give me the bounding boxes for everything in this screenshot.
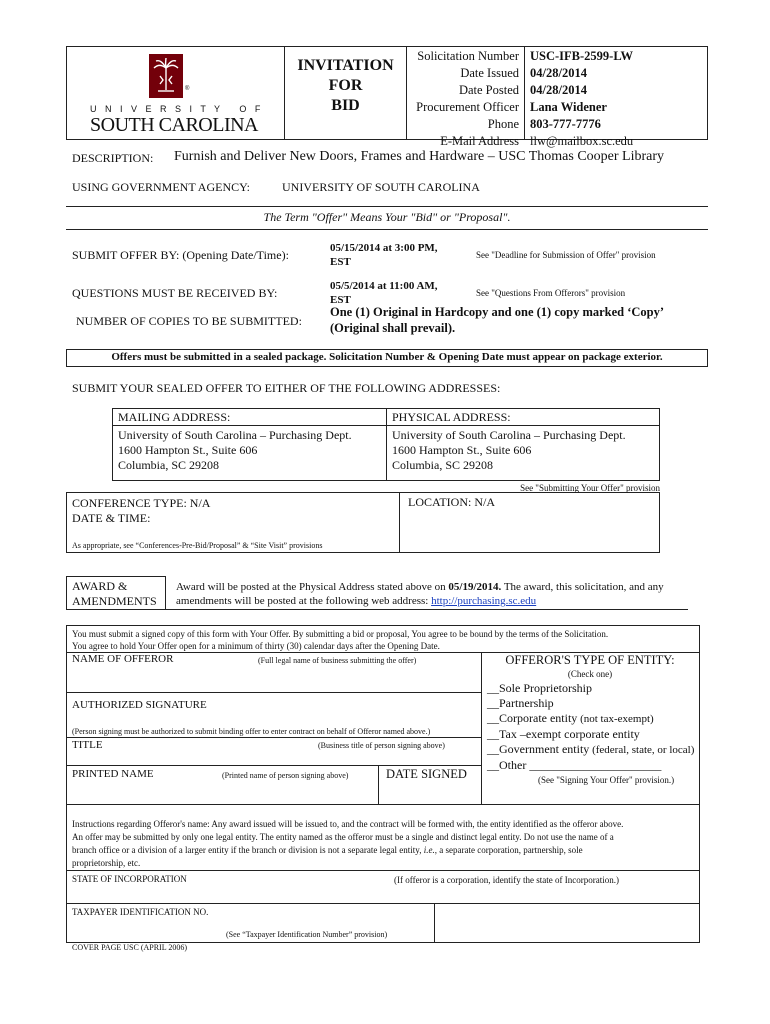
copies-label: NUMBER OF COPIES TO BE SUBMITTED: bbox=[76, 314, 302, 328]
entity-partnership[interactable]: __Partnership bbox=[487, 696, 554, 710]
entity-sole-proprietorship[interactable]: __Sole Proprietorship bbox=[487, 681, 592, 695]
date-signed-label: DATE SIGNED bbox=[386, 767, 467, 781]
printed-name-hint: (Printed name of person signing above) bbox=[222, 771, 349, 780]
label-email: E-Mail Address bbox=[440, 134, 519, 148]
title-hint: (Business title of person signing above) bbox=[318, 741, 445, 750]
submitting-note: See "Submitting Your Offer" provision bbox=[520, 483, 660, 493]
mailing-address-title: MAILING ADDRESS: bbox=[118, 410, 231, 424]
physical-address-title: PHYSICAL ADDRESS: bbox=[392, 410, 511, 424]
label-phone: Phone bbox=[487, 117, 519, 131]
title-field[interactable] bbox=[70, 752, 476, 764]
printed-name-field[interactable] bbox=[70, 782, 374, 802]
submit-offer-note: See "Deadline for Submission of Offer" provision bbox=[476, 250, 656, 260]
offeror-name-hint: (Full legal name of business submitting the offer) bbox=[258, 656, 417, 665]
entity-tax-exempt[interactable]: __Tax –exempt corporate entity bbox=[487, 727, 640, 741]
sealed-notice: Offers must be submitted in a sealed package. Solicitation Number & Opening Date must appear on package exterior. bbox=[111, 351, 663, 363]
signature-hint: (Person signing must be authorized to submit binding offer to enter contract on behalf of Offeror named above.) bbox=[72, 727, 431, 736]
agreement-text: You must submit a signed copy of this form with Your Offer. By submitting a bid or proposal, You agree to be bound by the terms of the Solicitation. You agree to hold Your Offer open for a minimum of thirty (30) calendar days after the Opening Date. bbox=[72, 629, 609, 651]
physical-address: University of South Carolina – Purchasing Dept. 1600 Hampton St., Suite 606 Columbia, SC 29208 bbox=[392, 428, 626, 472]
award-text: Award will be posted at the Physical Address stated above on 05/19/2014. The award, this solicitation, and any amendments will be posted at the following web address: http://purchasing.sc.edu bbox=[176, 581, 664, 607]
footer: COVER PAGE USC (APRIL 2006) bbox=[72, 943, 187, 952]
questions-label: QUESTIONS MUST BE RECEIVED BY: bbox=[72, 286, 278, 300]
description-value: Furnish and Deliver New Doors, Frames and Hardware – USC Thomas Cooper Library bbox=[174, 149, 665, 164]
taxpayer-hint: (See “Taxpayer Identification Number” provision) bbox=[226, 930, 388, 939]
taxpayer-label: TAXPAYER IDENTIFICATION NO. bbox=[72, 907, 209, 917]
signature-field[interactable] bbox=[70, 712, 476, 726]
conference-date: DATE & TIME: bbox=[72, 511, 151, 525]
header-labels bbox=[407, 48, 519, 150]
entity-options bbox=[487, 681, 694, 773]
conference-type: CONFERENCE TYPE: N/A bbox=[72, 496, 211, 510]
header-values bbox=[530, 48, 706, 150]
entity-other[interactable]: __Other ______________________ bbox=[487, 758, 662, 772]
taxpayer-field[interactable] bbox=[70, 918, 430, 928]
copies-value: One (1) Original in Hardcopy and one (1) copy marked ‘Copy’ (Original shall prevail). bbox=[330, 305, 665, 335]
submit-offer-label: SUBMIT OFFER BY: (Opening Date/Time): bbox=[72, 248, 289, 262]
agency-value: UNIVERSITY OF SOUTH CAROLINA bbox=[282, 180, 480, 194]
state-incorporation-hint: (If offeror is a corporation, identify the state of Incorporation.) bbox=[394, 875, 619, 885]
date-signed-field[interactable] bbox=[382, 784, 478, 802]
title-label: TITLE bbox=[72, 739, 103, 751]
entity-title: OFFEROR'S TYPE OF ENTITY: bbox=[505, 653, 675, 667]
label-solicitation-number: Solicitation Number bbox=[417, 49, 519, 63]
email-link[interactable]: llw@mailbox.sc.edu bbox=[530, 134, 634, 148]
mailing-address: University of South Carolina – Purchasing Dept. 1600 Hampton St., Suite 606 Columbia, SC 29208 bbox=[118, 428, 352, 472]
label-date-issued: Date Issued bbox=[460, 66, 519, 80]
instructions-text: Instructions regarding Offeror's name: Any award issued will be issued to, and the contract will be formed with, the entity identified as the offeror above. An offer may be submitted by only one legal entity. The entity named as the offeror must be a single and distinct legal entity. Do not use the name of a branch office or a division of a larger entity if the branch or division is not a separate legal entity, i.e., a separate corporation, partnership, sole proprietorship, etc. bbox=[72, 819, 624, 868]
questions-note: See "Questions From Offerors" provision bbox=[476, 288, 626, 298]
date-posted: 04/28/2014 bbox=[530, 83, 587, 97]
procurement-officer: Lana Widener bbox=[530, 100, 607, 114]
date-issued: 04/28/2014 bbox=[530, 66, 587, 80]
entity-government: __Government entity (federal, state, or local) bbox=[487, 742, 695, 756]
palmetto-seal-icon bbox=[149, 54, 183, 98]
offeror-name-field[interactable] bbox=[70, 668, 476, 692]
entity-corporate: __Corporate entity (not tax-exempt) bbox=[487, 711, 654, 725]
entity-check-note: (Check one) bbox=[567, 669, 613, 679]
state-incorporation-label: STATE OF INCORPORATION bbox=[72, 874, 187, 884]
conference-location: LOCATION: N/A bbox=[408, 495, 495, 509]
logo-university-of: U N I V E R S I T Y O F bbox=[90, 104, 264, 114]
award-date: 05/19/2014. bbox=[448, 581, 502, 593]
entity-note: (See "Signing Your Offer" provision.) bbox=[538, 775, 675, 785]
label-procurement-officer: Procurement Officer bbox=[416, 100, 519, 114]
state-incorporation-field[interactable] bbox=[70, 886, 696, 902]
registered-mark: ® bbox=[185, 86, 190, 92]
conference-note: As appropriate, see “Conferences-Pre-Bid/Proposal” & “Site Visit” provisions bbox=[72, 541, 323, 550]
questions-date: 05/5/2014 at 11:00 AM, EST bbox=[330, 280, 438, 306]
university-logo bbox=[88, 52, 268, 136]
term-note: The Term "Offer" Means Your "Bid" or "Proposal". bbox=[263, 210, 511, 224]
printed-name-label: PRINTED NAME bbox=[72, 768, 154, 780]
submit-offer-date: 05/15/2014 at 3:00 PM, EST bbox=[330, 242, 438, 268]
phone: 803-777-7776 bbox=[530, 117, 601, 131]
award-label: AWARD & AMENDMENTS bbox=[72, 579, 157, 608]
agency-label: USING GOVERNMENT AGENCY: bbox=[72, 180, 251, 194]
solicitation-number: USC-IFB-2599-LW bbox=[530, 49, 634, 63]
submit-addresses-heading: SUBMIT YOUR SEALED OFFER TO EITHER OF THE FOLLOWING ADDRESSES: bbox=[72, 381, 501, 395]
logo-south-carolina: SOUTH CAROLINA bbox=[90, 114, 258, 136]
label-date-posted: Date Posted bbox=[458, 83, 519, 97]
offeror-name-label: NAME OF OFFEROR bbox=[72, 653, 174, 665]
signature-label: AUTHORIZED SIGNATURE bbox=[72, 699, 207, 711]
page-title: INVITATION FOR BID bbox=[297, 57, 394, 114]
description-label: DESCRIPTION: bbox=[72, 151, 154, 165]
purchasing-link[interactable]: http://purchasing.sc.edu bbox=[431, 595, 537, 607]
